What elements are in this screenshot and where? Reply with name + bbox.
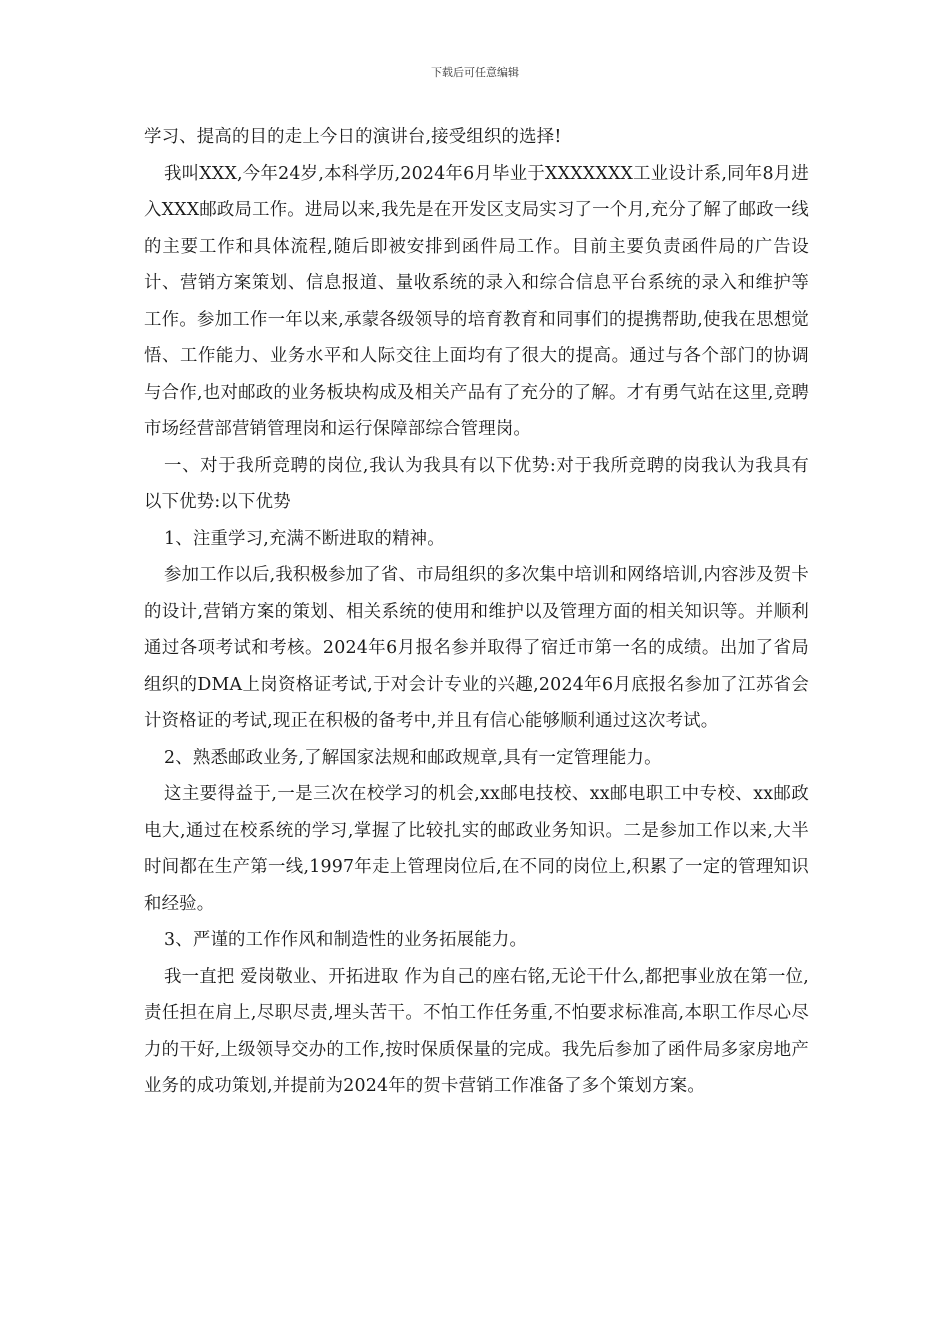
- paragraph: 我叫XXX,今年24岁,本科学历,2024年6月毕业于XXXXXXX工业设计系,同年8月进入XXX邮政局工作。进局以来,我先是在开发区支局实习了一个月,充分了解了邮政一线的主要工作和具体流程,随后即被安排到函件局工作。目前主要负责函件局的广告设计、营销方案策划、信息报道、量收系统的录入和综合信息平台系统的录入和维护等工作。参加工作一年以来,承蒙各级领导的培育教育和同事们的提携帮助,使我在思想觉悟、工作能力、业务水平和人际交往上面均有了很大的提高。通过与各个部门的协调与合作,也对邮政的业务板块构成及相关产品有了充分的了解。才有勇气站在这里,竞聘市场经营部营销管理岗和运行保障部综合管理岗。: [144, 163, 809, 439]
- paragraph: 参加工作以后,我积极参加了省、市局组织的多次集中培训和网络培训,内容涉及贺卡的设计,营销方案的策划、相关系统的使用和维护以及管理方面的相关知识等。并顺利通过各项考试和考核。2024年6月报名参并取得了宿迁市第一名的成绩。出加了省局组织的DMA上岗资格证考试,于对会计专业的兴趣,2024年6月底报名参加了江苏省会计资格证的考试,现正在积极的备考中,并且有信心能够顺利通过这次考试。: [144, 565, 809, 731]
- paragraph: 我一直把 爱岗敬业、开拓进取 作为自己的座右铭,无论干什么,都把事业放在第一位,责任担在肩上,尽职尽责,埋头苦干。不怕工作任务重,不怕要求标准高,本职工作尽心尽力的干好,上级领导交办的工作,按时保质保量的完成。我先后参加了函件局多家房地产业务的成功策划,并提前为2024年的贺卡营销工作准备了多个策划方案。: [144, 966, 809, 1096]
- page-header-note: 下载后可任意编辑: [431, 66, 519, 79]
- subsection-heading: 2、熟悉邮政业务,了解国家法规和邮政规章,具有一定管理能力。: [164, 747, 662, 768]
- paragraph: 这主要得益于,一是三次在校学习的机会,xx邮电技校、xx邮电职工中专校、xx邮政电大,通过在校系统的学习,掌握了比较扎实的邮政业务知识。二是参加工作以来,大半时间都在生产第一线,1997年走上管理岗位后,在不同的岗位上,积累了一定的管理知识和经验。: [144, 784, 809, 914]
- paragraph: 学习、提高的目的走上今日的演讲台,接受组织的选择!: [144, 127, 562, 147]
- subsection-heading: 3、严谨的工作作风和制造性的业务拓展能力。: [164, 930, 528, 950]
- section-heading: 一、对于我所竞聘的岗位,我认为我具有以下优势:对于我所竞聘的岗我认为我具有以下优势:以下优势: [144, 455, 809, 512]
- document-body: [144, 119, 809, 1105]
- subsection-heading: 1、注重学习,充满不断进取的精神。: [164, 528, 445, 549]
